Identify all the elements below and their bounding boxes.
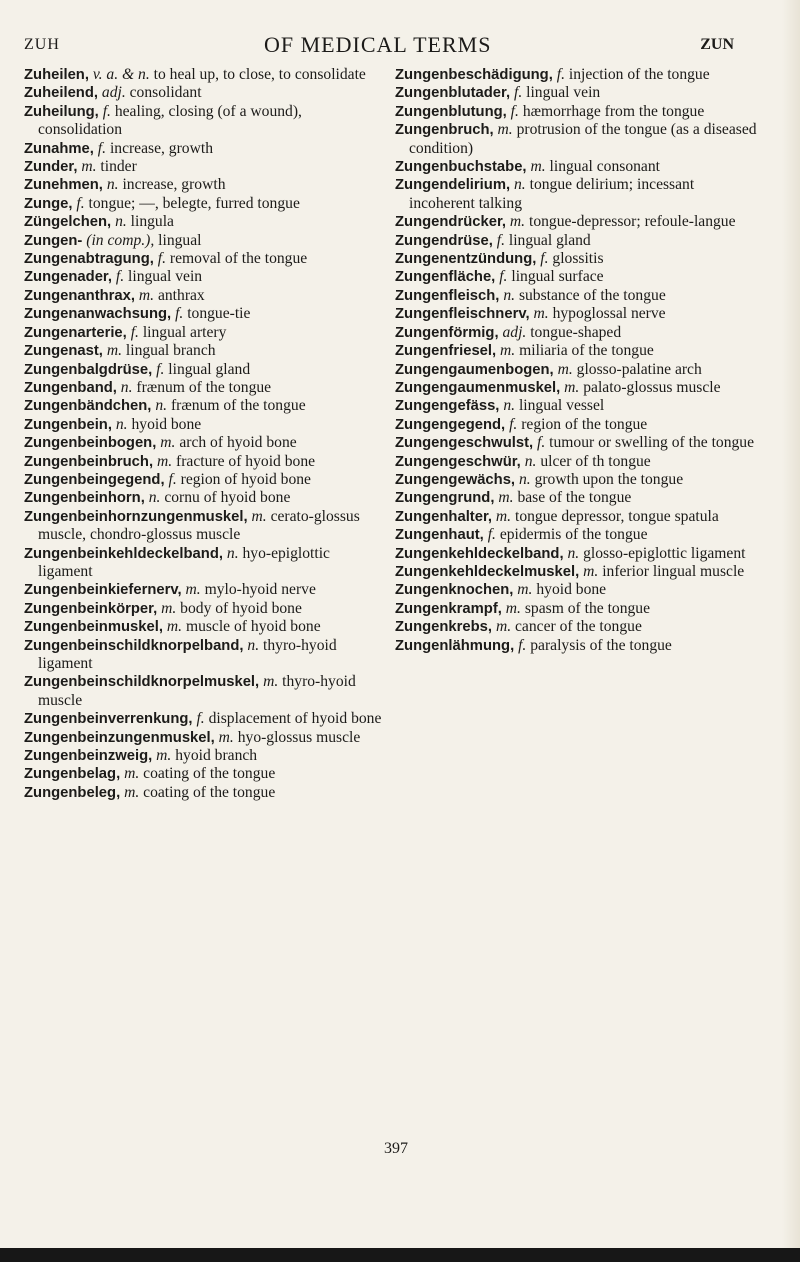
entry-grammar: n. [503, 286, 516, 304]
entry-grammar: f. [510, 102, 519, 120]
dictionary-entry [24, 434, 382, 452]
dictionary-entry [24, 324, 382, 342]
entry-definition: glossitis [552, 250, 604, 268]
header-guide-word-left: ZUH [24, 36, 60, 53]
entry-definition: muscle of hyoid bone [185, 618, 321, 636]
entry-headword: Zungenbeinbogen, [24, 435, 157, 452]
entry-grammar: f. [514, 84, 523, 102]
entry-grammar: f. [156, 360, 165, 378]
dictionary-entry [395, 637, 760, 655]
dictionary-entry [395, 287, 760, 305]
entry-grammar: m. [497, 121, 513, 139]
dictionary-entry [24, 453, 382, 471]
entry-grammar: m. [500, 342, 516, 360]
entry-grammar: m. [495, 507, 512, 525]
dictionary-entry [24, 729, 382, 747]
entry-headword: Zungenkehldeckelband, [395, 545, 564, 562]
entry-grammar: f. [496, 231, 505, 249]
dictionary-entry [24, 581, 382, 599]
entry-grammar: m. [156, 452, 173, 470]
dictionary-entry [395, 379, 760, 397]
entry-grammar: f. [556, 66, 565, 83]
dictionary-entry [395, 453, 760, 471]
dictionary-entry [24, 489, 382, 507]
entry-grammar: m. [138, 286, 155, 304]
entry-definition: epidermis of the tongue [499, 526, 648, 544]
dictionary-entry [24, 84, 382, 102]
dictionary-entry [395, 213, 760, 231]
dictionary-entry [395, 84, 760, 102]
dictionary-entry [24, 637, 382, 674]
dictionary-entry [395, 471, 760, 489]
page-edge [782, 0, 800, 1262]
entry-headword: Zungenhalter, [395, 508, 493, 525]
entry-grammar: f. [76, 194, 85, 212]
entry-definition: mylo-hyoid nerve [204, 581, 316, 599]
dictionary-entry [24, 545, 382, 582]
entry-headword: Zungenader, [24, 269, 112, 286]
dictionary-entry [395, 545, 760, 563]
entry-headword: Zungenabtragung, [24, 251, 154, 268]
dictionary-entry [395, 361, 760, 379]
header-guide-word-right: ZUN [700, 36, 734, 53]
entry-headword: Zungenfläche, [395, 269, 496, 286]
entry-headword: Zungenkrampf, [395, 600, 502, 617]
entry-definition: coating of the tongue [143, 765, 276, 783]
entry-definition: hypoglossal nerve [552, 305, 666, 323]
dictionary-entry [24, 416, 382, 434]
dictionary-entry [24, 471, 382, 489]
entry-definition: body of hyoid bone [180, 599, 302, 617]
entry-grammar: f. [115, 268, 125, 286]
entry-grammar: f. [157, 250, 167, 268]
entry-grammar: f. [97, 139, 107, 157]
entry-grammar: n. [514, 176, 526, 194]
entry-definition: hyo-epiglottic ligament [38, 544, 330, 580]
entry-headword: Zungenbeinschildknorpelband, [24, 637, 244, 654]
running-header [24, 22, 734, 62]
entry-grammar: m. [498, 489, 514, 507]
entry-grammar: f. [130, 323, 139, 341]
entry-grammar: n. [247, 636, 260, 654]
entry-grammar: n. [120, 378, 133, 396]
entry-definition: glosso-palatine arch [576, 360, 702, 378]
entry-grammar: m. [124, 783, 140, 801]
dictionary-entry [395, 489, 760, 507]
entry-headword: Zungenlähmung, [395, 637, 515, 654]
entry-definition: tongue-shaped [530, 323, 622, 341]
dictionary-entry [24, 618, 382, 636]
entry-headword: Zungenast, [24, 343, 103, 360]
entry-definition: spasm of the tongue [524, 599, 651, 617]
entry-definition: injection of the tongue [568, 66, 710, 83]
entry-grammar: f. [499, 268, 508, 286]
entry-definition: hyoid branch [175, 747, 258, 765]
entry-grammar: m. [509, 213, 526, 231]
entry-headword: Zungenförmig, [395, 324, 499, 341]
dictionary-entry [24, 140, 382, 158]
entry-definition: cerato-glossus muscle, chondro-glossus muscle [38, 507, 360, 544]
dictionary-entry [24, 342, 382, 360]
entry-definition: increase, growth [122, 176, 226, 194]
dictionary-entry [395, 434, 760, 452]
entry-grammar: m. [530, 158, 546, 176]
dictionary-entry [24, 600, 382, 618]
dictionary-entry [395, 342, 760, 360]
entry-grammar: f. [102, 102, 111, 120]
entry-grammar: n. [106, 176, 119, 194]
page-number: 397 [384, 1140, 408, 1157]
entry-grammar: m. [185, 581, 201, 599]
entry-headword: Zunehmen, [24, 177, 103, 194]
entry-headword: Zungenfriesel, [395, 343, 497, 360]
entry-definition: tongue-tie [187, 305, 251, 323]
dictionary-entry [24, 305, 382, 323]
header-title: OF MEDICAL TERMS [264, 32, 492, 57]
entry-grammar: f. [537, 434, 546, 452]
entry-definition: anthrax [157, 286, 205, 304]
dictionary-entry [24, 103, 382, 140]
scan-border [0, 1248, 800, 1262]
entry-grammar: f. [168, 470, 177, 488]
entry-grammar: m. [583, 562, 599, 580]
dictionary-entry [395, 526, 760, 544]
entry-definition: coating of the tongue [143, 783, 276, 801]
entry-definition: lingual vein [526, 84, 601, 102]
entry-headword: Zungenkrebs, [395, 619, 493, 636]
entry-definition: tongue depressor, tongue spatula [515, 507, 719, 525]
dictionary-entry [395, 66, 760, 84]
dictionary-entry [24, 747, 382, 765]
entry-grammar: n. [115, 213, 127, 231]
entry-definition: lingual gland [508, 231, 591, 249]
entry-grammar: m. [263, 673, 279, 691]
entry-grammar: f. [518, 636, 527, 654]
entry-headword: Zungenbeinmuskel, [24, 619, 163, 636]
entry-headword: Zungenbeinkiefernerv, [24, 582, 182, 599]
entry-headword: Zungenbeinschildknorpelmuskel, [24, 674, 260, 691]
dictionary-entry [395, 268, 760, 286]
dictionary-entry [24, 784, 382, 802]
entry-headword: Zungenbeinbruch, [24, 453, 154, 470]
entry-headword: Zungenhaut, [395, 527, 484, 544]
entry-grammar: (in comp.), [86, 231, 155, 249]
entry-definition: increase, growth [109, 139, 213, 157]
entry-grammar: m. [106, 342, 122, 360]
entry-grammar: f. [540, 250, 549, 268]
entry-headword: Zungenanwachsung, [24, 306, 172, 323]
entry-grammar: n. [503, 397, 516, 415]
entry-headword: Zuheilen, [24, 67, 89, 83]
entry-definition: lingual branch [125, 342, 216, 360]
dictionary-entry [24, 176, 382, 194]
entry-grammar: m. [160, 434, 176, 452]
entry-definition: paralysis of the tongue [530, 636, 672, 654]
entry-headword: Zungendrücker, [395, 214, 506, 231]
dictionary-entry [24, 250, 382, 268]
entry-definition: tinder [100, 158, 137, 176]
entry-headword: Zungenbeingegend, [24, 471, 165, 488]
entry-headword: Zungengrund, [395, 490, 495, 507]
dictionary-entry [395, 600, 760, 618]
entry-definition: lingula [130, 213, 174, 231]
entry-grammar: m. [251, 507, 267, 525]
dictionary-entry [24, 268, 382, 286]
entry-grammar: n. [155, 397, 168, 415]
entry-grammar: n. [524, 452, 537, 470]
entry-grammar: m. [124, 765, 140, 783]
entry-grammar: adj. [502, 323, 527, 341]
entry-definition: cancer of the tongue [515, 618, 642, 636]
entry-headword: Zungenbeschädigung, [395, 67, 553, 83]
entry-definition: miliaria of the tongue [519, 342, 654, 360]
entry-headword: Zungenbeinkörper, [24, 600, 158, 617]
dictionary-entry [395, 121, 760, 158]
entry-definition: growth upon the tongue [534, 470, 684, 488]
entry-definition: protrusion of the tongue (as a diseased condition) [409, 121, 757, 157]
entry-headword: Zungenbeinzweig, [24, 748, 153, 765]
entry-headword: Zungenbändchen, [24, 398, 152, 415]
entry-grammar: n. [518, 470, 531, 488]
entry-grammar: n. [567, 544, 580, 562]
entry-headword: Zungendelirium, [395, 177, 511, 194]
entry-headword: Zungenanthrax, [24, 287, 135, 304]
dictionary-entry [24, 765, 382, 783]
entry-definition: lingual consonant [549, 158, 660, 176]
entry-headword: Zungengefäss, [395, 398, 500, 415]
entry-headword: Zungengeschwür, [395, 453, 521, 470]
entry-definition: tumour or swelling of the tongue [549, 434, 755, 452]
dictionary-entry [24, 232, 382, 250]
entry-headword: Zungenbeinzungenmuskel, [24, 729, 215, 746]
dictionary-entry [24, 397, 382, 415]
dictionary-entry [24, 379, 382, 397]
entry-definition: tongue; —, belegte, furred tongue [88, 194, 300, 212]
entry-definition: frænum of the tongue [170, 397, 306, 415]
dictionary-entry [24, 213, 382, 231]
entry-grammar: m. [505, 599, 521, 617]
entry-headword: Zungenbruch, [395, 122, 494, 139]
entry-headword: Zungenarterie, [24, 324, 127, 341]
dictionary-entry [24, 66, 382, 84]
dictionary-entry [24, 287, 382, 305]
entry-headword: Zungenkehldeckelmuskel, [395, 563, 580, 580]
entry-grammar: n. [115, 415, 128, 433]
entry-definition: tongue-depressor; refoule-langue [528, 213, 736, 231]
entry-grammar: adj. [101, 84, 126, 102]
entry-headword: Zungenbeinhornzungenmuskel, [24, 508, 248, 525]
entry-headword: Zungenband, [24, 379, 117, 396]
entry-grammar: m. [161, 599, 177, 617]
left-column [24, 66, 382, 802]
entry-headword: Zuheilung, [24, 103, 99, 120]
entry-headword: Zungengaumenbogen, [395, 361, 554, 378]
dictionary-entry [395, 563, 760, 581]
entry-headword: Zungenblutader, [395, 85, 511, 102]
dictionary-entry [24, 673, 382, 710]
dictionary-entry [395, 618, 760, 636]
right-column [395, 66, 760, 655]
entry-definition: hyo-glossus muscle [237, 728, 361, 746]
entry-definition: palato-glossus muscle [583, 378, 721, 396]
entry-grammar: f. [175, 305, 184, 323]
dictionary-entry [24, 158, 382, 176]
dictionary-entry [395, 508, 760, 526]
entry-headword: Zungenknochen, [395, 582, 514, 599]
entry-grammar: m. [533, 305, 549, 323]
entry-definition: region of the tongue [521, 415, 648, 433]
entry-headword: Zungendrüse, [395, 232, 493, 249]
entry-headword: Zuheilend, [24, 85, 98, 102]
entry-definition: lingual artery [142, 323, 227, 341]
entry-headword: Zungenbeinhorn, [24, 490, 145, 507]
dictionary-entry [395, 581, 760, 599]
entry-headword: Zungengaumenmuskel, [395, 379, 561, 396]
entry-definition: frænum of the tongue [136, 378, 272, 396]
entry-definition: ulcer of th tongue [540, 452, 651, 470]
entry-headword: Zungenbeinverrenkung, [24, 711, 193, 728]
entry-definition: substance of the tongue [518, 286, 666, 304]
entry-headword: Zunahme, [24, 140, 94, 157]
dictionary-entry [395, 158, 760, 176]
entry-grammar: f. [487, 526, 496, 544]
entry-headword: Zungengewächs, [395, 471, 516, 488]
entry-headword: Zungenentzündung, [395, 251, 537, 268]
dictionary-entry [395, 103, 760, 121]
entry-grammar: m. [557, 360, 573, 378]
entry-grammar: n. [148, 489, 161, 507]
entry-definition: lingual gland [168, 360, 251, 378]
entry-headword: Zungenbeinkehldeckelband, [24, 545, 223, 562]
entry-definition: base of the tongue [517, 489, 632, 507]
entry-definition: lingual surface [511, 268, 604, 286]
entry-headword: Zunder, [24, 159, 78, 176]
entry-grammar: v. a. & n. [92, 66, 150, 83]
entry-definition: region of hyoid bone [180, 470, 311, 488]
entry-definition: cornu of hyoid bone [164, 489, 291, 507]
entry-definition: consolidant [129, 84, 202, 102]
entry-definition: hyoid bone [536, 581, 607, 599]
dictionary-entry [24, 710, 382, 728]
dictionary-entry [395, 397, 760, 415]
entry-definition: thyro-hyoid muscle [38, 673, 356, 709]
entry-headword: Zungengeschwulst, [395, 435, 534, 452]
entry-definition: lingual vessel [518, 397, 605, 415]
entry-grammar: m. [517, 581, 533, 599]
entry-grammar: m. [495, 618, 512, 636]
entry-headword: Zungenbein, [24, 416, 112, 433]
dictionary-entry [24, 195, 382, 213]
entry-definition: hyoid bone [131, 415, 202, 433]
entry-headword: Zunge, [24, 195, 73, 212]
entry-grammar: m. [564, 378, 580, 396]
entry-headword: Zungengegend, [395, 416, 506, 433]
entry-grammar: f. [509, 415, 518, 433]
entry-grammar: m. [156, 747, 172, 765]
dictionary-entry [395, 232, 760, 250]
entry-definition: inferior lingual muscle [602, 562, 745, 580]
entry-definition: to heal up, to close, to consolidate [153, 66, 366, 83]
entry-definition: fracture of hyoid bone [176, 452, 316, 470]
entry-definition: glosso-epiglottic ligament [583, 544, 746, 562]
entry-definition: removal of the tongue [169, 250, 308, 268]
entry-headword: Zungenbelag, [24, 766, 121, 783]
entry-definition: displacement of hyoid bone [208, 710, 382, 728]
entry-definition: arch of hyoid bone [179, 434, 297, 452]
entry-headword: Zungenbuchstabe, [395, 159, 527, 176]
dictionary-entry [24, 508, 382, 545]
dictionary-entry [395, 416, 760, 434]
entry-headword: Züngelchen, [24, 214, 112, 231]
entry-grammar: f. [196, 710, 205, 728]
entry-grammar: m. [166, 618, 183, 636]
dictionary-entry [395, 176, 760, 213]
entry-grammar: m. [81, 158, 97, 176]
dictionary-entry [395, 305, 760, 323]
entry-headword: Zungenblutung, [395, 103, 507, 120]
entry-headword: Zungenfleisch, [395, 287, 500, 304]
dictionary-entry [395, 324, 760, 342]
entry-definition: healing, closing (of a wound), consolidation [38, 102, 302, 139]
dictionary-entry [24, 361, 382, 379]
entry-definition: lingual vein [128, 268, 203, 286]
entry-headword: Zungen- [24, 232, 83, 249]
entry-definition: hæmorrhage from the tongue [522, 102, 705, 120]
entry-headword: Zungenbalgdrüse, [24, 361, 153, 378]
entry-definition: lingual [158, 231, 202, 249]
entry-grammar: n. [226, 544, 239, 562]
dictionary-entry [395, 250, 760, 268]
entry-headword: Zungenfleischnerv, [395, 306, 530, 323]
entry-definition: thyro-hyoid ligament [38, 636, 337, 672]
entry-grammar: m. [218, 728, 234, 746]
entry-definition: tongue delirium; incessant incoherent talking [409, 176, 695, 212]
entry-headword: Zungenbeleg, [24, 784, 121, 801]
